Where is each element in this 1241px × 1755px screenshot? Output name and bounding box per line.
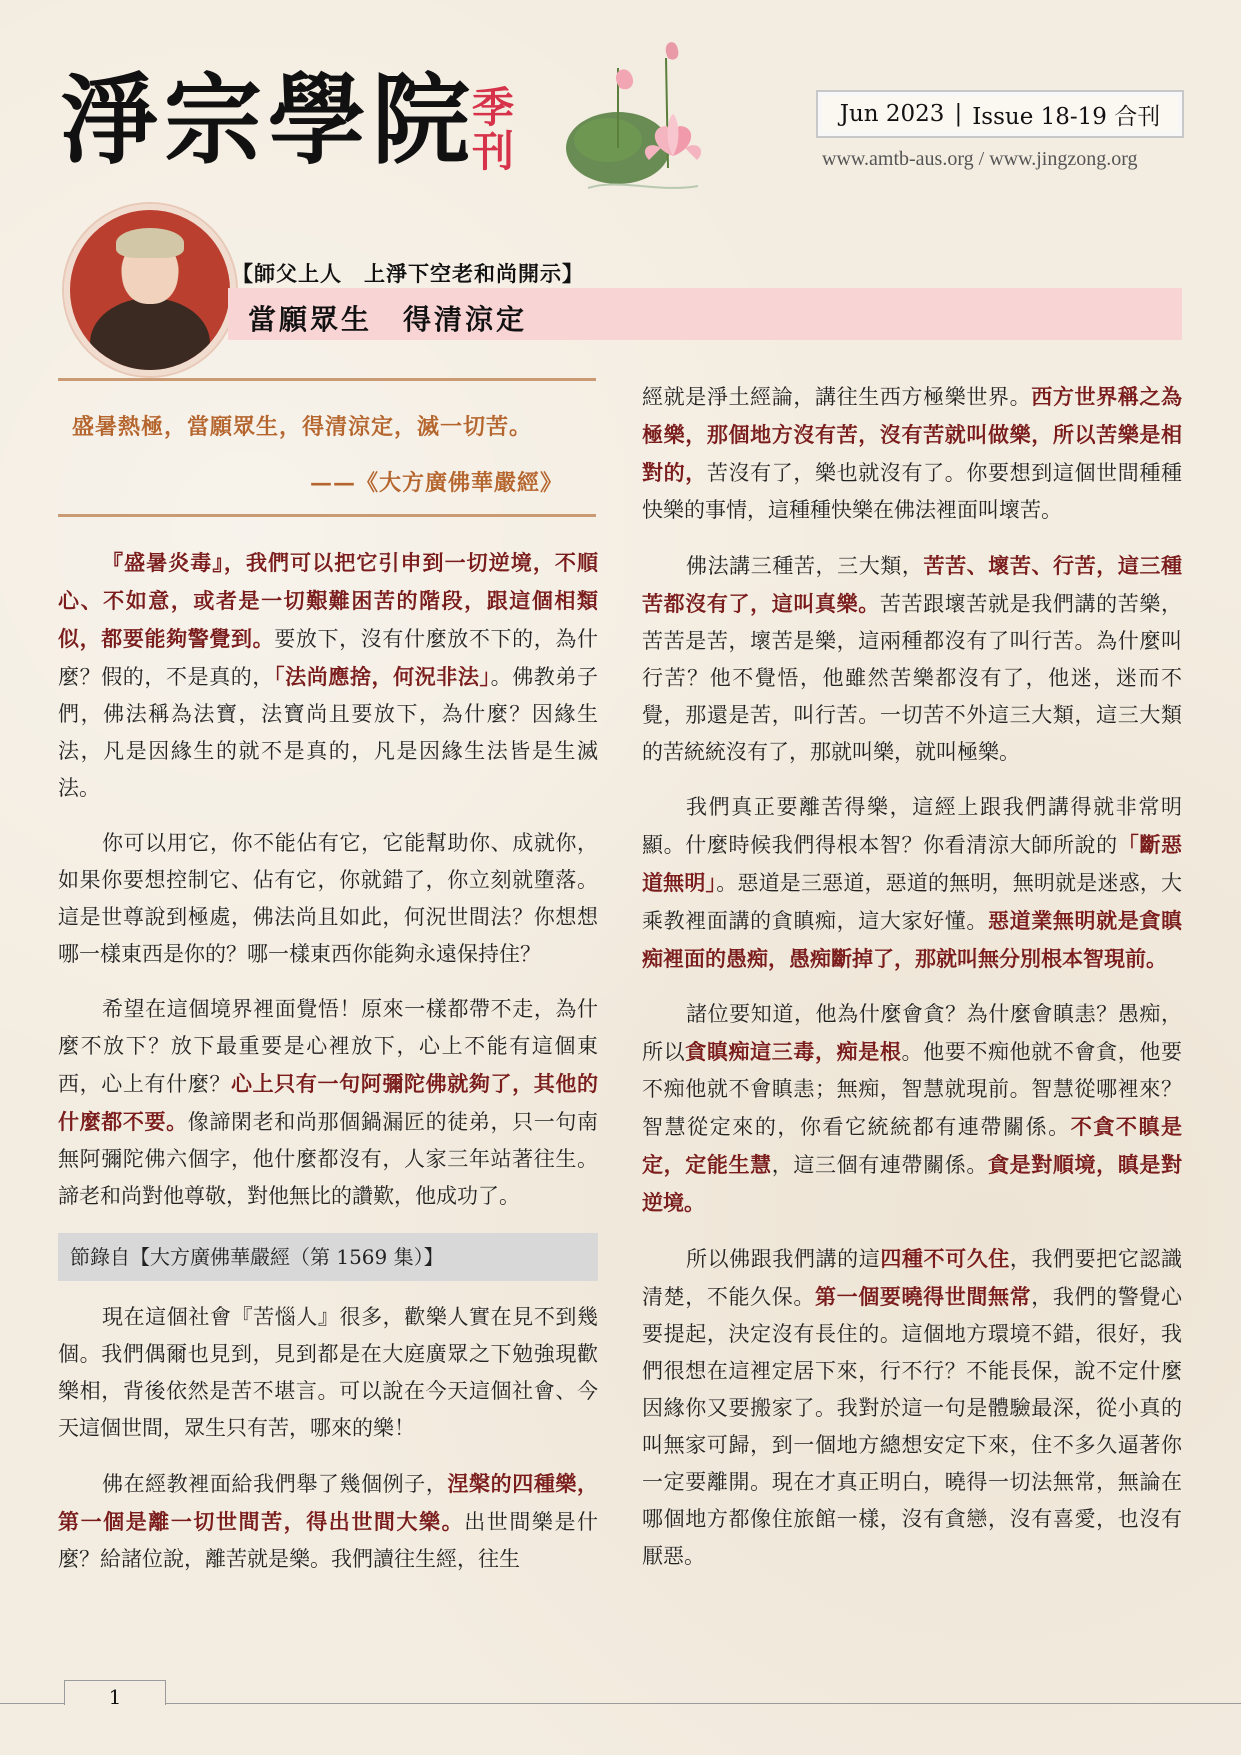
scripture-source: ——《大方廣佛華嚴經》 [310, 470, 564, 496]
text-run: ，我們要把它認識清楚，不能久保。 [642, 1247, 1183, 1309]
right-paragraph-1 [642, 378, 1182, 529]
text-run: ，我們的警覺心要提起，決定沒有長住的。這個地方環境不錯，很好，我們很想在這裡定居下來，行不行？不能長保，說不定什麼因緣你又要搬家了。我對於這一句是體驗最深，從小真的叫無家可歸，到一個地方總想安定下來，住不多久逼著你一定要離開。現在才真正明白，曉得一切法無常，無論在哪個地方都像住旅館一樣，沒有貪戀，沒有喜愛，也沒有厭惡。 [642, 1285, 1182, 1568]
text-run: 苦苦、壞苦、行苦，這三種苦都沒有了，這叫真樂。 [642, 553, 1182, 616]
text-run: 希望在這個境界裡面覺悟！原來一樣都帶不走，為什麼不放下？放下最重要是心裡放下，心上不能有這個東西，心上有什麼？ [58, 997, 598, 1096]
page-number: 1 [64, 1680, 166, 1705]
text-run: 涅槃的四種樂，第一個是離一切世間苦，得出世間大樂。 [58, 1471, 598, 1534]
quote-top-rule [58, 378, 596, 381]
text-run: 「斷惡道無明」 [642, 832, 1182, 895]
portrait-robe [90, 298, 210, 376]
text-run: 苦苦跟壞苦就是我們講的苦樂，苦苦是苦，壞苦是樂，這兩種都沒有了叫行苦。為什麼叫行苦？他不覺悟，他雖然苦樂都沒有了，他迷，迷而不覺，那還是苦，叫行苦。一切苦不外這三大類，這三大類的苦統統沒有了，那就叫樂，就叫極樂。 [642, 592, 1182, 764]
text-run: 出世間樂是什麼？給諸位說，離苦就是樂。我們讀往生經，往生 [58, 1510, 599, 1571]
text-run: 諸位要知道，他為什麼會貪？為什麼會瞋恚？愚痴，所以 [642, 1002, 1182, 1064]
text-run: 西方世界稱之為極樂，那個地方沒有苦，沒有苦就叫做樂，所以苦樂是相對的， [642, 384, 1182, 485]
masthead-subtitle: 季刊 [471, 83, 514, 177]
left-paragraph-1 [58, 544, 598, 807]
text-run: 。他要不痴他就不會貪，他要不痴他就不會瞋恚；無痴，智慧就現前。智慧從哪裡來？智慧從定來的，你看它統統都有連帶關係。 [642, 1040, 1182, 1139]
text-run: 惡道業無明就是貪瞋痴裡面的愚痴，愚痴斷掉了，那就叫無分別根本智現前。 [642, 908, 1182, 971]
text-run: 現在這個社會『苦惱人』很多，歡樂人實在見不到幾個。我們偶爾也見到，見到都是在大庭廣眾之下勉強現歡樂相，背後依然是苦不堪言。可以說在今天這個社會、今天這個世間，眾生只有苦，哪來的樂！ [58, 1305, 598, 1440]
text-run: 像諦閑老和尚那個鍋漏匠的徒弟，只一句南無阿彌陀佛六個字，他什麼都沒有，人家三年站著往生。諦老和尚對他尊敬，對他無比的讚歎，他成功了。 [58, 1110, 598, 1208]
right-paragraph-4 [642, 996, 1182, 1222]
lotus-illustration [548, 28, 718, 208]
issue-separator: | [954, 101, 963, 127]
scripture-quote: 盛暑熱極，當願眾生，得清涼定，滅一切苦。 [72, 414, 533, 440]
quote-bottom-rule [58, 514, 596, 517]
text-run: 心上只有一句阿彌陀佛就夠了，其他的什麼都不要。 [58, 1071, 598, 1134]
text-run: 佛在經教裡面給我們舉了幾個例子， [102, 1472, 448, 1496]
text-run: 苦沒有了，樂也就沒有了。你要想到這個世間種種快樂的事情，這種種快樂在佛法裡面叫壞苦。 [642, 461, 1182, 522]
text-run: ，這三個有連帶關係。 [771, 1153, 988, 1177]
text-run: 所以佛跟我們講的這 [686, 1247, 881, 1271]
issue-date: Jun 2023 [839, 101, 945, 127]
teacher-portrait [64, 204, 236, 376]
left-paragraph-2 [58, 825, 598, 973]
text-run: 我們真正要離苦得樂，這經上跟我們講得就非常明顯。什麼時候我們得根本智？你看清涼大師所說的 [642, 795, 1182, 857]
text-run: 。佛教弟子們，佛法稱為法寶，法寶尚且要放下，為什麼？因緣生法，凡是因緣生的就不是真的，凡是因緣生法皆是生滅法。 [58, 665, 599, 800]
article-title: 當願眾生 得清涼定 [248, 303, 528, 336]
issue-info-box [816, 90, 1184, 138]
right-paragraph-2 [642, 547, 1182, 771]
text-run: 「法尚應捨，何況非法」 [274, 664, 491, 689]
text-run: 第一個要曉得世間無常 [815, 1284, 1032, 1309]
left-paragraph-5 [58, 1465, 598, 1578]
issue-number: Issue 18-19 合刊 [972, 103, 1161, 130]
portrait-hat [116, 228, 184, 258]
text-run: 要放下，沒有什麼放不下的，為什麼？假的，不是真的， [58, 627, 598, 689]
text-run: 『盛暑炎毒』，我們可以把它引申到一切逆境，不順心、不如意，或者是一切艱難困苦的階段，跟這個相類似，都要能夠警覺到。 [58, 550, 598, 651]
left-paragraph-4 [58, 1299, 598, 1447]
teacher-label: 【師父上人 上淨下空老和尚開示】 [232, 261, 584, 286]
text-run: 你可以用它，你不能佔有它，它能幫助你、成就你，如果你要想控制它、佔有它，你就錯了，你立刻就墮落。這是世尊說到極處，佛法尚且如此，何況世間法？你想想哪一樣東西是你的？哪一樣東西你能夠永遠保持住？ [58, 831, 598, 966]
right-paragraph-5 [642, 1240, 1182, 1575]
right-column [642, 378, 1182, 1593]
excerpt-source-banner: 節錄自【大方廣佛華嚴經（第 1569 集）】 [58, 1233, 598, 1281]
left-paragraph-3 [58, 991, 598, 1215]
text-run: 不貪不瞋是定，定能生慧 [642, 1114, 1183, 1177]
text-run: 貪瞋痴這三毒，痴是根 [685, 1039, 902, 1064]
right-paragraph-3 [642, 789, 1182, 978]
text-run: 佛法講三種苦，三大類， [686, 554, 924, 578]
text-run: 經就是淨土經論，講往生西方極樂世界。 [642, 385, 1032, 409]
left-column [58, 544, 598, 1596]
text-run: 四種不可久住 [880, 1246, 1010, 1271]
masthead-title: 淨宗學院 [60, 63, 477, 178]
text-run: 。惡道是三惡道，惡道的無明，無明就是迷惑，大乘教裡面講的貪瞋痴，這大家好懂。 [642, 871, 1183, 933]
website-links[interactable]: www.amtb-aus.org / www.jingzong.org [822, 148, 1138, 170]
text-run: 貪是對順境，瞋是對逆境。 [642, 1152, 1182, 1215]
footer-rule [0, 1703, 1241, 1704]
